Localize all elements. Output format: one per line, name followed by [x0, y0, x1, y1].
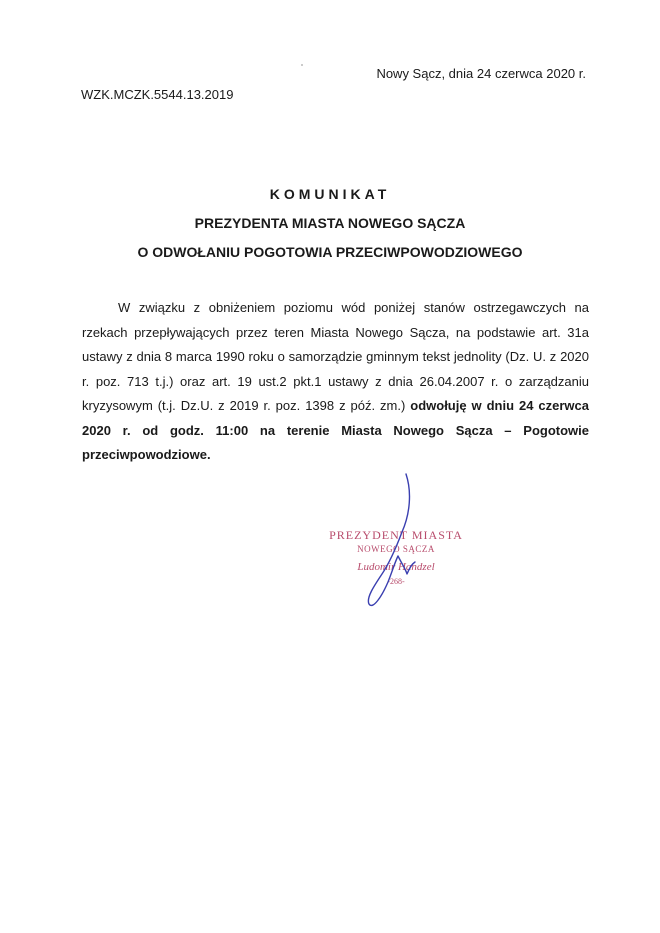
- body-regular-text: W związku z obniżeniem poziomu wód poniżej stanów ostrzegawczych na rzekach przepływających przez teren Miasta Nowego Sącza, na podstawie art. 31a ustawy z dnia 8 marca 1990 roku o samorządzie gminnym tekst jednolity (Dz. U. z 2020 r. poz. 713 t.j.) oraz art. 19 ust.2 pkt.1 ustawy z dnia 26.04.2007 r. o zarządzaniu kryzysowym (t.j. Dz.U. z 2019 r. poz. 1398 z póź. zm.): [82, 300, 589, 413]
- stamp-name: Ludomir Handzel: [357, 561, 435, 573]
- title-block: [60, 180, 600, 267]
- stamp-title: PREZYDENT MIASTA: [329, 528, 463, 542]
- announcement-body: [82, 296, 589, 468]
- stamp-number: -268-: [387, 577, 405, 586]
- body-bold-decision: odwołuję w dniu 24 czerwca 2020 r. od godz. 11:00 na terenie Miasta Nowego Sącza – Pogotowie przeciwpowodziowe.: [82, 398, 589, 462]
- place-and-date: Nowy Sącz, dnia 24 czerwca 2020 r.: [376, 66, 586, 81]
- handwritten-signature: [360, 470, 430, 610]
- signature-stroke: [368, 474, 415, 605]
- subject-heading: O ODWOŁANIU POGOTOWIA PRZECIWPOWODZIOWEGO: [137, 244, 523, 260]
- issuer-heading: PREZYDENTA MIASTA NOWEGO SĄCZA: [194, 215, 466, 231]
- document-type-heading: KOMUNIKAT: [269, 186, 391, 202]
- stamp-city: NOWEGO SĄCZA: [357, 544, 435, 554]
- reference-number: WZK.MCZK.5544.13.2019: [81, 87, 234, 102]
- scan-speck: [301, 64, 303, 66]
